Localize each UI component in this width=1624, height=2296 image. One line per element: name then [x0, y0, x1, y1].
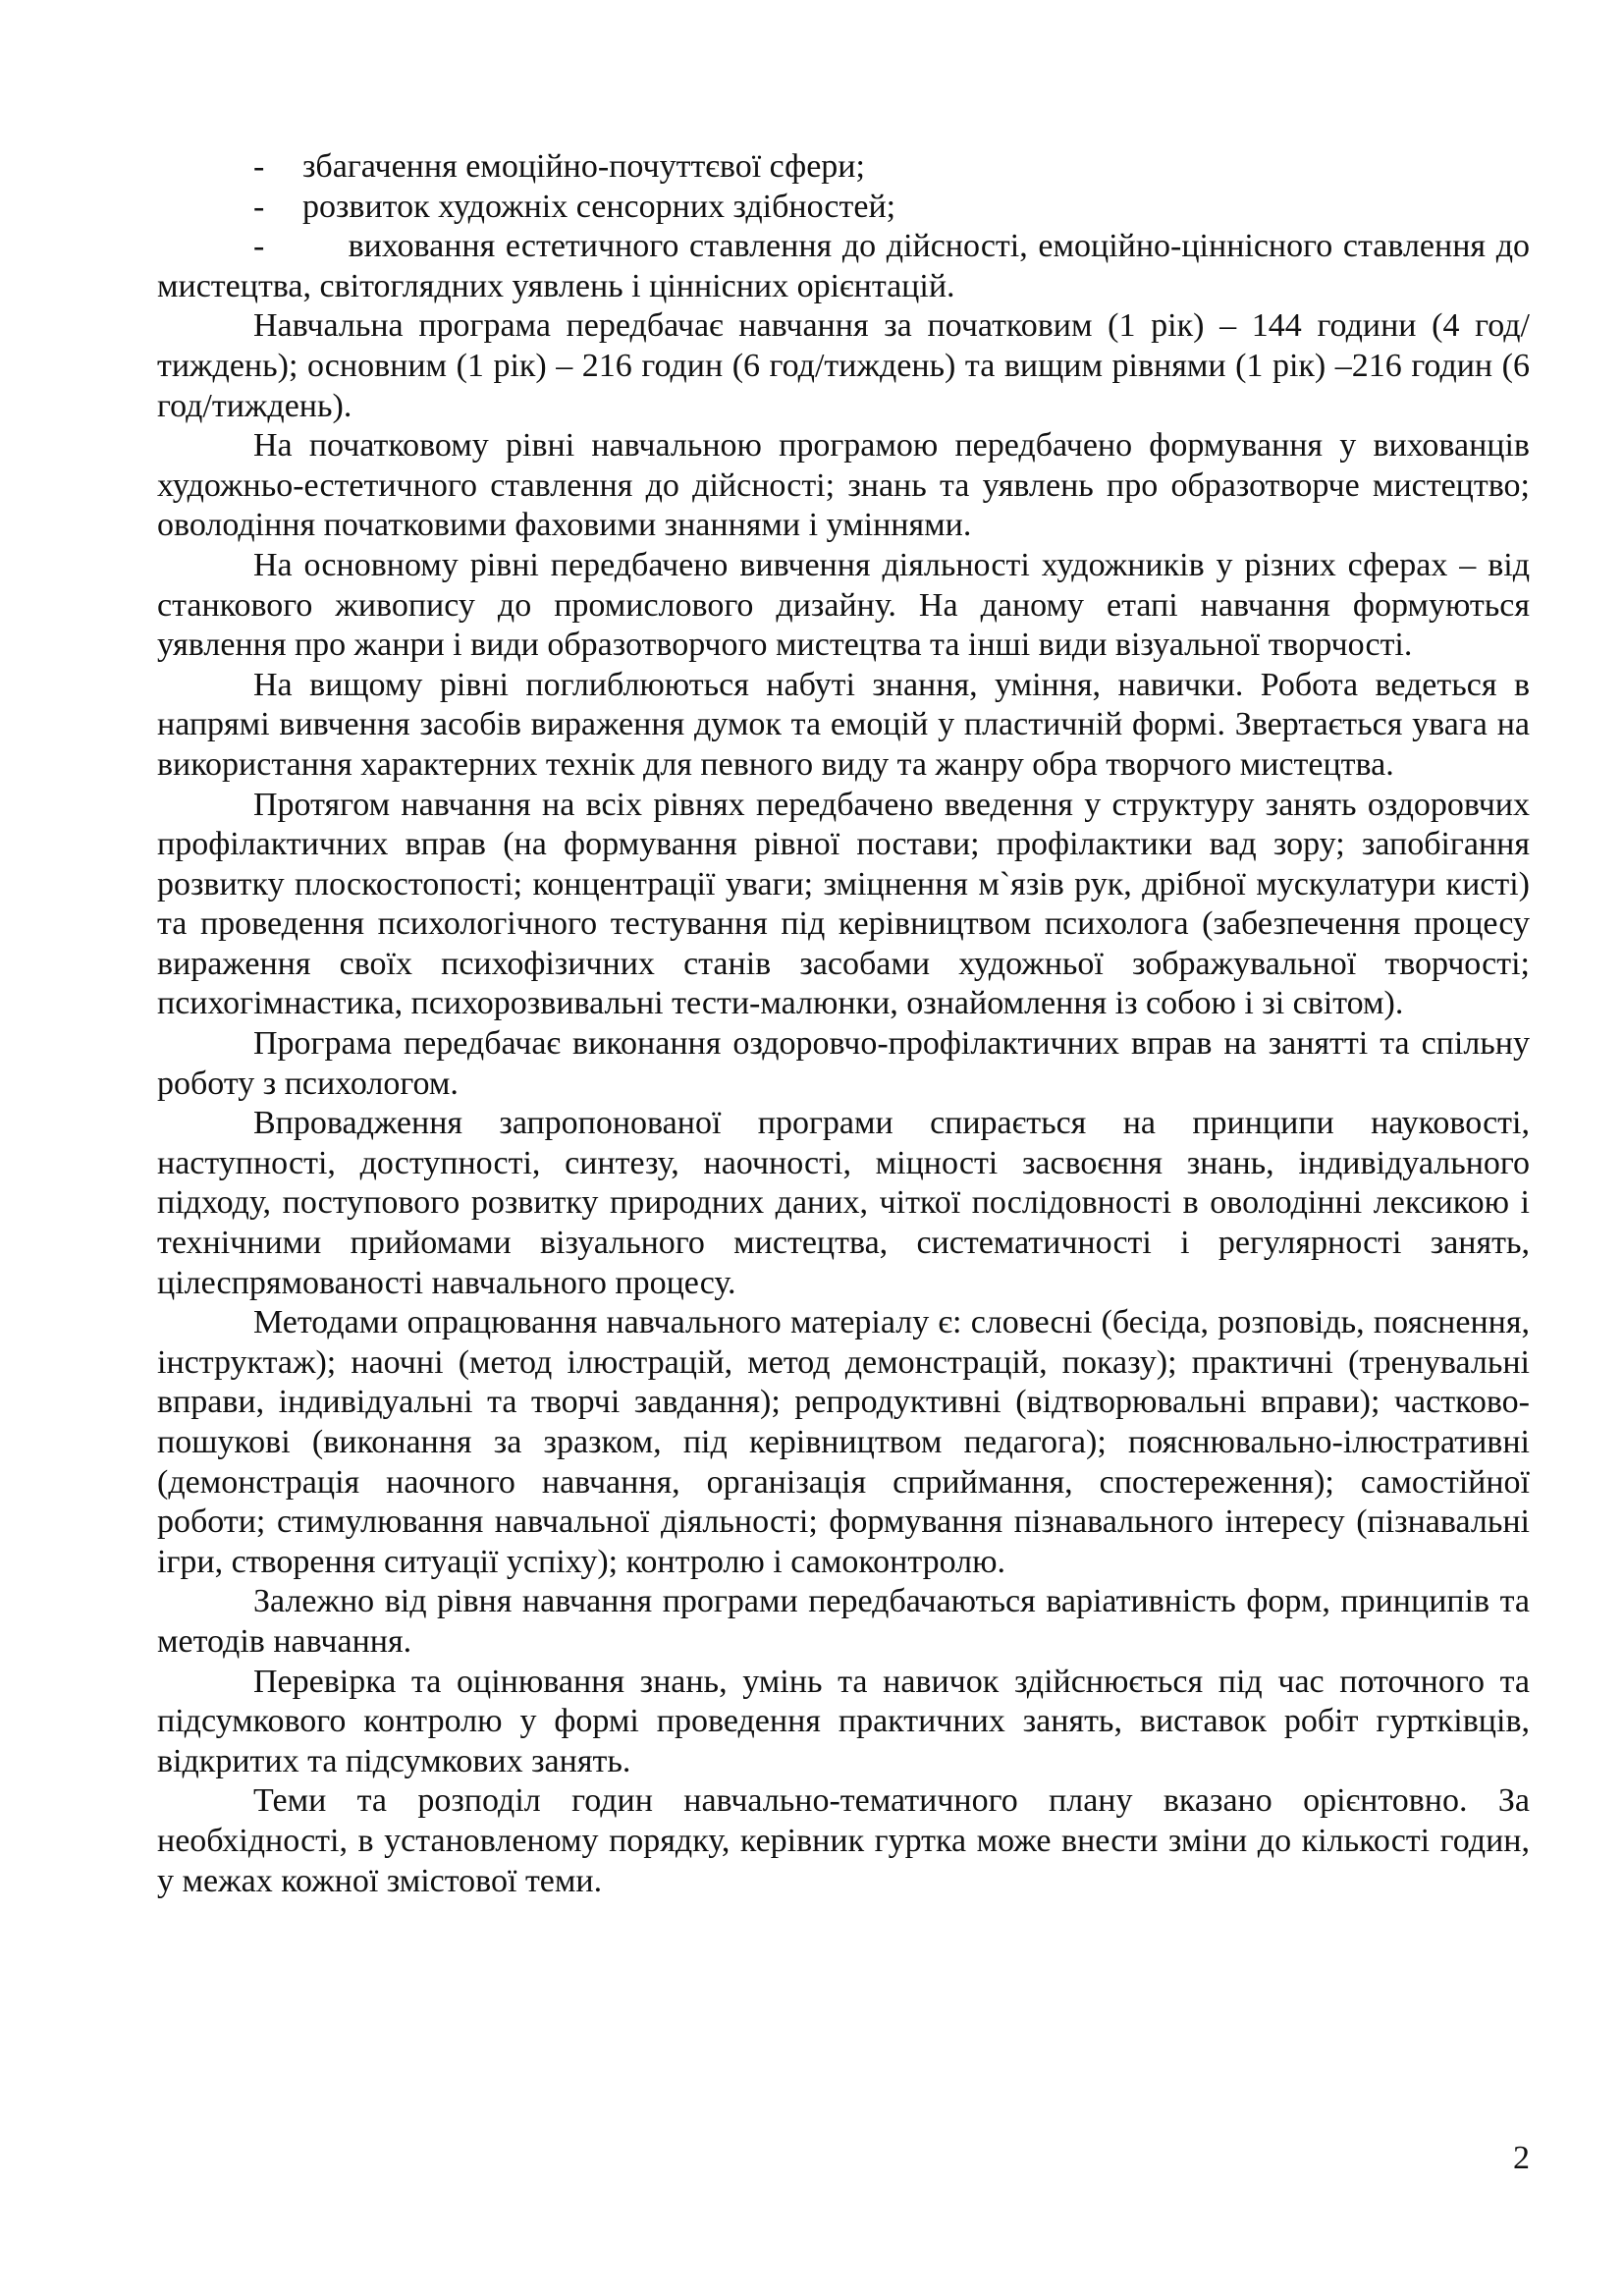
- page-body: [157, 147, 1539, 1901]
- paragraph-health-exercises: Протягом навчання на всіх рівнях передбачено введення у структуру занять оздоровчих профілактичних вправ (на формування рівної постави; профілактики вад зору; запобігання розвитку плоскостопості; концентрації уваги; зміцнення м`язів рук, дрібної мускулатури кисті) та проведення психологічного тестування під керівництвом психолога (забезпечення процесу вираження своїх психофізичних станів засобами художньої зображувальної творчості; психогімнастика, психорозвивальні тести-малюнки, ознайомлення із собою і зі світом).: [157, 786, 1530, 1022]
- bullet-item: [157, 147, 1530, 188]
- bullet-text: розвиток художніх сенсорних здібностей;: [302, 188, 896, 225]
- paragraph-basic-level: На основному рівні передбачено вивчення діяльності художників у різних сферах – від станкового живопису до промислового дизайну. На даному етапі навчання формуються уявлення про жанри і види образотворчого мистецтва та інші види візуальної творчості.: [157, 546, 1530, 664]
- bullet-text: збагачення емоційно-почуттєвої сфери;: [302, 148, 865, 185]
- page-number: 2: [1513, 2140, 1530, 2176]
- bullet-dash: -: [253, 148, 265, 185]
- paragraph-higher-level: На вищому рівні поглиблюються набуті знання, уміння, навички. Робота ведеться в напрямі вивчення засобів вираження думок та емоцій у пластичній формі. Звертається увага на використання характерних технік для певного виду та жанру обра творчого мистецтва.: [157, 666, 1530, 783]
- paragraph-methods: Методами опрацювання навчального матеріалу є: словесні (бесіда, розповідь, пояснення, інструктаж); наочні (метод ілюстрацій, метод демонстрацій, показу); практичні (тренувальні вправи, індивідуальні та творчі завдання); репродуктивні (відтворювальні вправи); частково-пошукові (виконання за зразком, під керівництвом педагога); пояснювально-ілюстративні (демонстрація наочного навчання, організація сприймання, спостереження); самостійної роботи; стимулювання навчальної діяльності; формування пізнавального інтересу (пізнавальні ігри, створення ситуації успіху); контролю і самоконтролю.: [157, 1304, 1530, 1580]
- paragraph-initial-level: На початковому рівні навчальною програмою передбачено формування у вихованців художньо-естетичного ставлення до дійсності; знань та уявлень про образотворче мистецтво; оволодіння початковими фаховими знаннями і уміннями.: [157, 427, 1530, 544]
- bullet-item-long: - виховання естетичного ставлення до дійсності, емоційно-ціннісного ставлення до мистецтва, світоглядних уявлень і ціннісних орієнтацій.: [157, 228, 1539, 304]
- bullet-dash: -: [253, 188, 265, 225]
- paragraph-psychologist: Програма передбачає виконання оздоровчо-профілактичних вправ на занятті та спільну роботу з психологом.: [157, 1025, 1530, 1102]
- paragraph-hours: Навчальна програма передбачає навчання за початковим (1 рік) – 144 години (4 год/тиждень); основним (1 рік) – 216 годин (6 год/тиждень) та вищим рівнями (1 рік) –216 годин (6 год/тиждень).: [157, 307, 1530, 424]
- paragraph-topics: Теми та розподіл годин навчально-тематичного плану вказано орієнтовно. За необхідності, в установленому порядку, керівник гуртка може внести зміни до кількості годин, у межах кожної змістової теми.: [157, 1782, 1530, 1899]
- paragraph-assessment: Перевірка та оцінювання знань, умінь та навичок здійснюється під час поточного та підсумкового контролю у формі проведення практичних занять, виставок робіт гуртківців, відкритих та підсумкових занять.: [157, 1663, 1530, 1779]
- bullet-item: [157, 188, 1530, 228]
- paragraph-principles: Впровадження запропонованої програми спирається на принципи науковості, наступності, доступності, синтезу, наочності, міцності засвоєння знань, індивідуального підходу, поступового розвитку природних даних, чіткої послідовності в оволодінні лексикою і технічними прийомами візуального мистецтва, систематичності і регулярності занять, цілеспрямованості навчального процесу.: [157, 1105, 1530, 1301]
- paragraph-variability: Залежно від рівня навчання програми передбачаються варіативність форм, принципів та методів навчання.: [157, 1583, 1530, 1660]
